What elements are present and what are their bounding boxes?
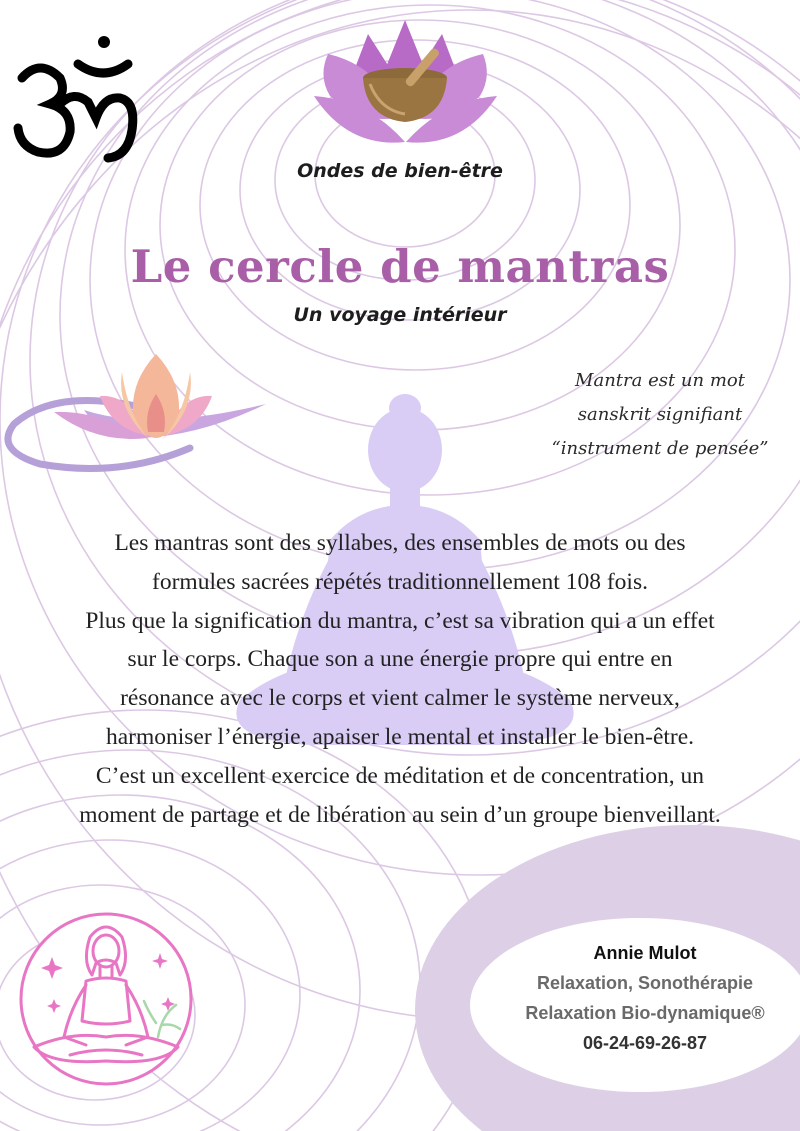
singing-bowl-lotus-icon (308, 14, 503, 159)
definition-line: Mantra est un mot (575, 370, 745, 391)
body-line: moment de partage et de libération au sein d’un groupe bienveillant. (79, 801, 721, 828)
body-line: harmoniser l’énergie, apaiser le mental et installer le bien-être. (105, 723, 695, 750)
om-icon (8, 30, 143, 165)
body-line: formules sacrées répétés traditionnellement 108 fois. (152, 568, 648, 595)
contact-name: Annie Mulot (593, 943, 697, 963)
body-line: Plus que la signification du mantra, c’est sa vibration qui a un effet (85, 607, 715, 634)
contact-card (500, 938, 790, 1058)
body-line: résonance avec le corps et vient calmer le système nerveux, (120, 685, 680, 712)
body-line: Les mantras sont des syllabes, des ensembles de mots ou des (114, 530, 686, 556)
contact-phone[interactable]: 06-24-69-26-87 (582, 1033, 708, 1053)
contact-service: Relaxation, Sonothérapie (536, 973, 754, 993)
mantra-definition (520, 364, 800, 466)
body-line: C’est un excellent exercice de méditation et de concentration, un (95, 762, 705, 789)
body-paragraph (5, 524, 795, 834)
page-subtitle: Un voyage intérieur (293, 304, 507, 326)
definition-line: “instrument de pensée” (551, 438, 769, 459)
body-line: sur le corps. Chaque son a une énergie propre qui entre en (127, 646, 673, 673)
definition-line: sanskrit signifiant (577, 404, 743, 425)
brand-name: Ondes de bien-être (297, 160, 503, 182)
lotus-icon (0, 340, 280, 490)
meditating-woman-icon (12, 905, 200, 1093)
contact-service: Relaxation Bio-dynamique® (525, 1003, 765, 1023)
page-title: Le cercle de mantras (130, 240, 670, 293)
